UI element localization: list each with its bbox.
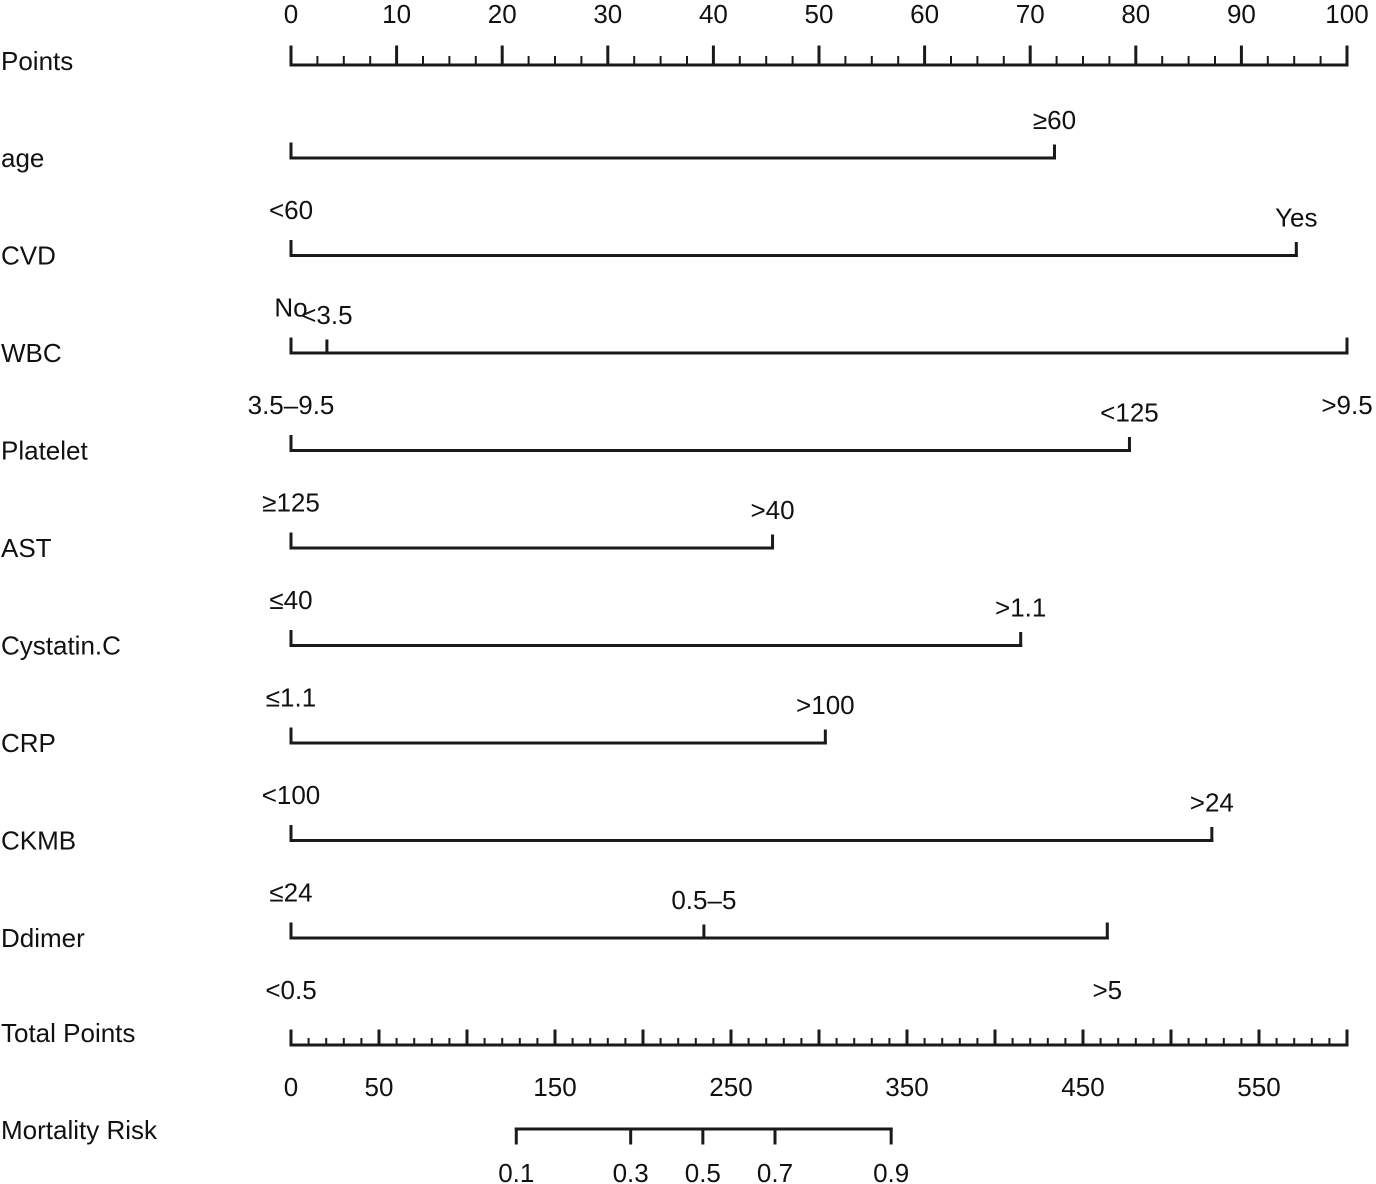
points-axis-label: Points [1, 46, 74, 76]
total-points-tick-label: 50 [364, 1072, 394, 1102]
points-axis-tick-label: 60 [910, 0, 940, 29]
variable-label-cystatin-c: Cystatin.C [1, 630, 121, 661]
total-points-tick-label: 150 [533, 1072, 577, 1102]
variable-level-label: ≤40 [269, 585, 313, 615]
points-axis-tick-label: 30 [593, 0, 623, 29]
mortality-risk-tick-label: 0.7 [756, 1158, 794, 1184]
variable-label-age: age [1, 143, 45, 173]
total-points-axis-label: Total Points [1, 1018, 136, 1048]
variable-level-label: 0.5–5 [671, 885, 737, 915]
variable-level-label: <3.5 [301, 300, 353, 330]
points-axis-tick-label: 50 [804, 0, 834, 29]
variable-level-label: >5 [1092, 975, 1123, 1005]
variable-level-label: 3.5–9.5 [247, 390, 335, 420]
mortality-risk-tick-label: 0.5 [684, 1158, 721, 1184]
mortality-risk-tick-label: 0.1 [498, 1158, 535, 1184]
total-points-tick-label: 550 [1237, 1072, 1281, 1102]
points-axis-tick-label: 80 [1121, 0, 1151, 29]
variable-level-label: No [274, 292, 308, 323]
mortality-risk-tick-label: 0.9 [873, 1158, 910, 1184]
variable-label-crp: CRP [1, 728, 56, 758]
variable-label-ckmb: CKMB [1, 825, 77, 856]
variable-label-ddimer: Ddimer [1, 923, 85, 953]
total-points-tick-label: 0 [283, 1072, 299, 1102]
variable-level-label: ≥60 [1032, 105, 1077, 135]
points-axis-tick-label: 70 [1015, 0, 1045, 29]
variable-label-ast: AST [1, 533, 52, 563]
variable-label-cvd: CVD [1, 240, 56, 271]
variable-label-platelet: Platelet [1, 435, 88, 466]
variable-level-label: Yes [1275, 202, 1318, 233]
variable-level-label: >24 [1189, 787, 1234, 818]
points-axis-tick-label: 40 [698, 0, 728, 29]
variable-level-label: ≤1.1 [265, 682, 317, 713]
total-points-tick-label: 350 [885, 1072, 929, 1102]
total-points-tick-label: 250 [709, 1072, 753, 1102]
variable-level-label: >1.1 [995, 592, 1047, 623]
variable-level-label: <60 [268, 195, 314, 225]
points-axis-tick-label: 20 [487, 0, 517, 29]
total-points-tick-label: 450 [1061, 1072, 1105, 1102]
variable-level-label: ≥125 [262, 487, 320, 518]
points-axis-tick-label: 100 [1325, 0, 1369, 29]
points-axis-tick-label: 90 [1226, 0, 1256, 29]
variable-level-label: ≤24 [269, 877, 313, 908]
variable-level-label: >9.5 [1321, 390, 1373, 420]
variable-label-wbc: WBC [1, 338, 62, 368]
variable-level-label: >100 [796, 690, 855, 720]
variable-level-label: >40 [750, 495, 795, 525]
points-axis-tick-label: 0 [283, 0, 299, 29]
mortality-risk-tick-label: 0.3 [612, 1158, 649, 1184]
variable-level-label: <100 [261, 780, 321, 810]
points-axis-tick-label: 10 [382, 0, 412, 29]
variable-level-label: <125 [1100, 397, 1159, 428]
mortality-risk-axis-label: Mortality Risk [1, 1115, 158, 1145]
variable-level-label: <0.5 [265, 975, 317, 1005]
